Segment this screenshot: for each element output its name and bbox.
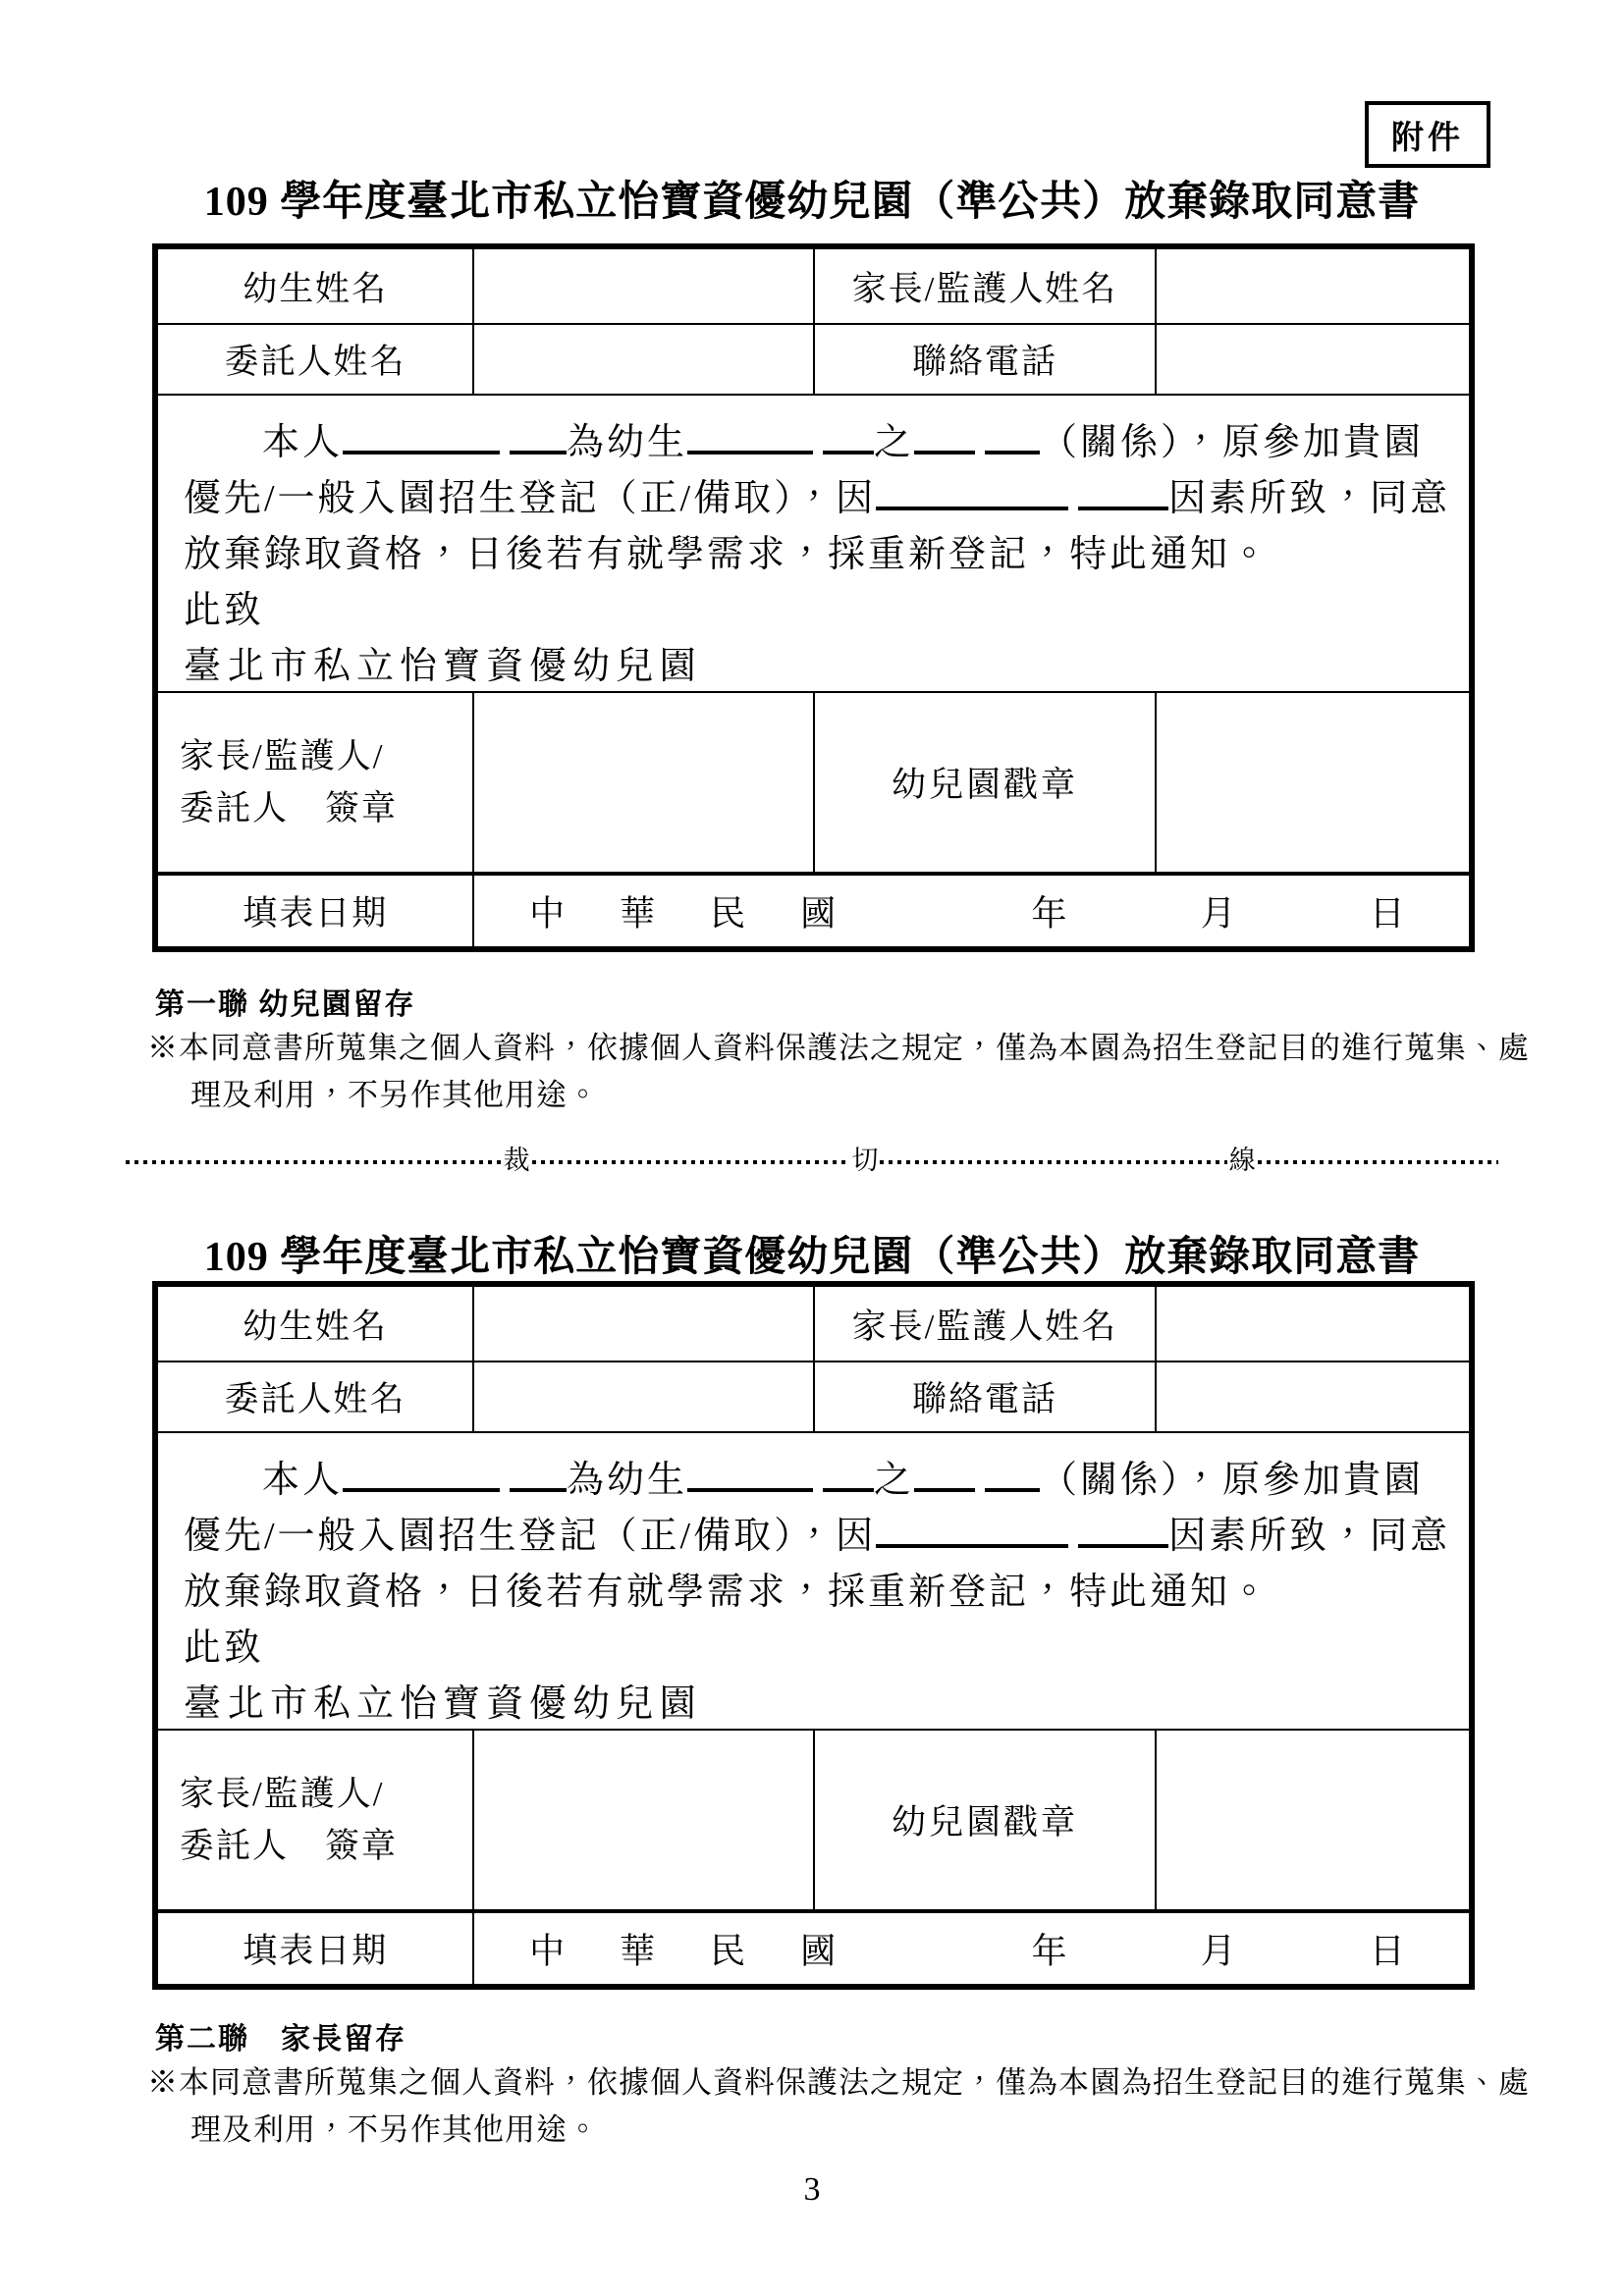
signer-label-line1: 家長/監護人/ [180,1775,385,1813]
copy1-retention-note: 第一聯 幼兒園留存 [155,988,416,1021]
table-row [158,1361,1469,1431]
year-label: 年 [1031,1931,1067,1971]
consent-text: 因素所致，同意 [1168,478,1451,519]
date-label: 填表日期 [243,1932,389,1970]
roc-era-text: 中 華 民 國 [529,893,846,934]
date-label: 填表日期 [243,894,389,933]
consent-statement [158,1433,1469,1733]
consent-line-3: 放棄錄取資格，日後若有就學需求，採重新登記，特此通知。 [184,534,1272,575]
consent-text: 之 [874,422,915,463]
consent-form-table-copy1 [152,243,1475,952]
child-name-label-cell [158,1287,472,1361]
form-title-copy2: 109 學年度臺北市私立怡寶資優幼兒園（準公共）放棄錄取同意書 [203,1235,1421,1280]
guardian-name-label-cell [813,1287,1154,1361]
consent-text: 優先/一般入園招生登記（正/備取），因 [184,1516,877,1557]
date-value-cell [472,876,1469,946]
delegate-name-label: 委託人姓名 [224,343,406,381]
date-value-cell [472,1913,1469,1984]
month-label: 月 [1200,893,1236,934]
consent-text: 因素所致，同意 [1168,1516,1451,1557]
relationship-blank [985,421,1040,454]
child-name-value-cell [472,249,813,323]
month-label: 月 [1200,1931,1236,1971]
dotted-line-segment [1258,1160,1498,1164]
cut-char-qie: 切 [851,1145,879,1175]
day-label: 日 [1369,1931,1405,1971]
copy1-privacy-note [147,1025,1530,1119]
delegate-name-value-cell [472,325,813,394]
copy2-privacy-note [147,2059,1530,2154]
phone-label: 聯絡電話 [912,343,1058,381]
consent-text: 為幼生 [567,422,688,463]
reason-blank [876,1515,1068,1548]
child-name-blank [823,421,874,454]
guardian-name-label: 家長/監護人姓名 [851,1307,1118,1346]
table-row [158,249,1469,323]
delegate-name-value-cell [472,1362,813,1431]
copy2-retention-note: 第二聯 家長留存 [155,2023,406,2056]
reason-blank [1078,1515,1168,1548]
reason-blank [876,477,1068,510]
stamp-area [1155,1731,1469,1909]
phone-label-cell [813,325,1154,394]
signer-label-cell [158,1731,472,1909]
addressee: 臺北市私立怡寶資優幼兒園 [184,646,703,687]
phone-value-cell [1155,325,1469,394]
guardian-name-label: 家長/監護人姓名 [851,269,1118,308]
consent-text: （關係），原參加貴園 [1040,422,1425,463]
attachment-label: 附件 [1391,120,1464,156]
delegate-name-label: 委託人姓名 [224,1380,406,1418]
consent-line-2 [184,1509,1451,1565]
reason-blank [1078,477,1168,510]
table-row [158,394,1469,691]
table-row [158,1431,1469,1729]
signer-label-line2: 委託人 簽章 [180,789,399,828]
table-row [158,323,1469,394]
stamp-label-cell [813,693,1154,872]
guardian-name-value-cell [1155,1287,1469,1361]
consent-statement [158,396,1469,695]
kindergarten-stamp-label: 幼兒園戳章 [892,1803,1079,1842]
stamp-area [1155,693,1469,872]
date-label-cell [158,1913,472,1984]
cut-char-cai: 裁 [503,1145,530,1175]
relationship-blank [914,1459,975,1492]
signature-area [472,693,813,872]
guardian-name-value-cell [1155,249,1469,323]
consent-line-3: 放棄錄取資格，日後若有就學需求，採重新登記，特此通知。 [184,1572,1272,1613]
table-row [158,1287,1469,1361]
form-title-copy1: 109 學年度臺北市私立怡寶資優幼兒園（準公共）放棄錄取同意書 [203,180,1421,225]
consent-line-1 [184,415,1445,471]
privacy-note-line2: 理及利用，不另作其他用途。 [190,1078,599,1112]
relationship-blank [985,1459,1040,1492]
consent-text: 本人 [262,1460,344,1501]
declarant-name-blank [510,421,567,454]
dotted-line-segment [126,1160,502,1164]
dotted-line-segment [880,1160,1226,1164]
addressee: 臺北市私立怡寶資優幼兒園 [184,1683,703,1725]
table-row [158,691,1469,872]
phone-label-cell [813,1362,1154,1431]
table-row [158,1729,1469,1909]
signature-area [472,1731,813,1909]
privacy-note-line1: ※本同意書所蒐集之個人資料，依據個人資料保護法之規定，僅為本園為招生登記目的進行蒐集、處 [147,2065,1530,2100]
stamp-label-cell [813,1731,1154,1909]
child-name-value-cell [472,1287,813,1361]
phone-value-cell [1155,1362,1469,1431]
consent-form-table-copy2 [152,1281,1475,1990]
relationship-blank [914,421,975,454]
child-name-label-cell [158,249,472,323]
attachment-tag [1365,101,1490,168]
phone-label: 聯絡電話 [912,1380,1058,1418]
roc-era-text: 中 華 民 國 [529,1931,846,1971]
delegate-name-label-cell [158,1362,472,1431]
consent-line-1 [184,1453,1445,1509]
consent-text: （關係），原參加貴園 [1040,1460,1425,1501]
kindergarten-stamp-label: 幼兒園戳章 [892,766,1079,804]
cut-char-xian: 線 [1228,1145,1256,1175]
salutation: 此致 [184,1628,265,1669]
privacy-note-line2: 理及利用，不另作其他用途。 [190,2112,599,2147]
table-row [158,872,1469,946]
consent-text: 優先/一般入園招生登記（正/備取），因 [184,478,877,519]
delegate-name-label-cell [158,325,472,394]
consent-text: 為幼生 [567,1460,688,1501]
consent-text: 本人 [262,422,344,463]
date-label-cell [158,876,472,946]
consent-line-2 [184,471,1451,527]
salutation: 此致 [184,590,265,631]
cut-line [126,1137,1498,1178]
signer-label-cell [158,693,472,872]
year-label: 年 [1031,893,1067,934]
declarant-name-blank [510,1459,567,1492]
child-name-blank [687,421,813,454]
dotted-line-segment [532,1160,850,1164]
consent-text: 之 [874,1460,915,1501]
declarant-name-blank [343,1459,500,1492]
child-name-label: 幼生姓名 [243,1307,389,1346]
table-row [158,1909,1469,1984]
day-label: 日 [1369,893,1405,934]
page-number: 3 [803,2171,821,2208]
signer-label-line2: 委託人 簽章 [180,1827,399,1865]
child-name-label: 幼生姓名 [243,269,389,308]
child-name-blank [687,1459,813,1492]
child-name-blank [823,1459,874,1492]
privacy-note-line1: ※本同意書所蒐集之個人資料，依據個人資料保護法之規定，僅為本園為招生登記目的進行蒐集、處 [147,1031,1530,1065]
guardian-name-label-cell [813,249,1154,323]
declarant-name-blank [343,421,500,454]
signer-label-line1: 家長/監護人/ [180,737,385,775]
